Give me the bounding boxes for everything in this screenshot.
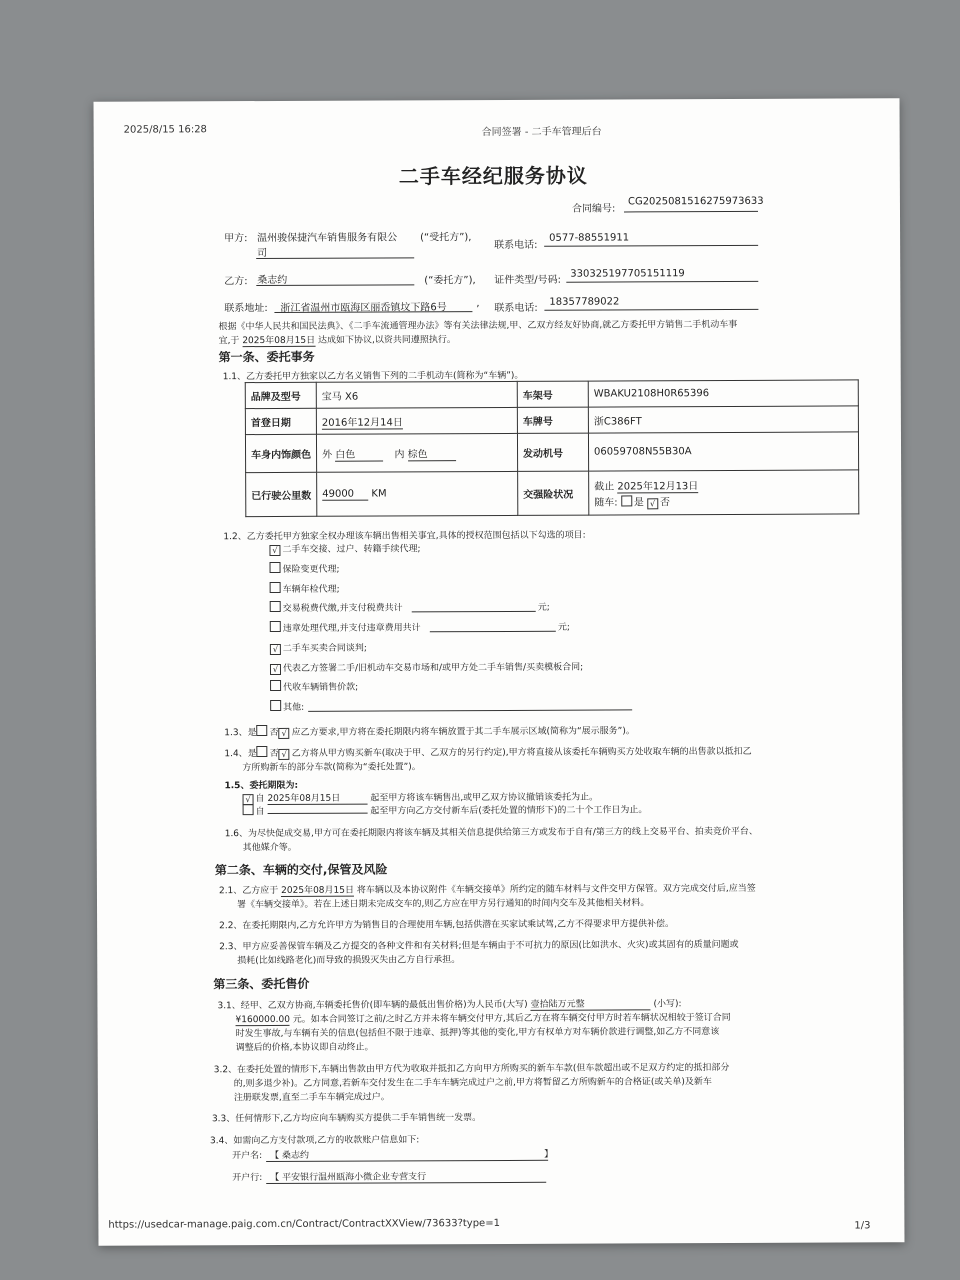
party-b-address: 浙江省温州市瓯海区丽岙镇坟下路6号 (280, 302, 447, 314)
clause-1-2-intro: 1.2、乙方委托甲方独家全权办理该车辆出售相关事宜,具体的授权范围包括以下勾选的项目: (223, 530, 586, 543)
clause-3-2-1: 3.2、在委托处置的情形下,车辆出售款由甲方代为收取并抵扣乙方向甲方所购买的新车车款(但车款超出或不足双方约定的抵扣部分 (213, 1062, 730, 1076)
party-b-role: (“委托方”), (424, 275, 476, 287)
clause-2-1-a: 2.1、乙方应于 (218, 885, 279, 897)
engine-value: 06059708N55B30A (588, 432, 858, 471)
vin-label: 车架号 (517, 381, 588, 407)
auth-item-9: 其他: (283, 702, 305, 713)
clause-2-1-c: 署《车辆交接单》。若在上述日期未完成交车的,则乙方应在甲方另行通知的时间内交车及其他相关材料。 (236, 898, 650, 911)
clause-1-4-no: 否 (269, 748, 279, 760)
party-a-name-2: 司 (257, 248, 268, 260)
checkbox-empty-icon (270, 601, 281, 612)
preamble-line-2a: 宜,于 (218, 336, 240, 347)
clause-3-1-amount-cn: 壹拾陆万元整 (531, 996, 651, 1011)
party-a-role: (“受托方”), (420, 232, 472, 244)
brand-value: 宝马 X6 (316, 381, 517, 408)
reg-date-value: 2016年12月14日 (322, 413, 403, 429)
preamble-date: 2025年08月15日 (242, 333, 315, 347)
party-b-id-label: 证件类型/号码: (494, 274, 562, 287)
mileage-unit: KM (371, 487, 387, 500)
clause-2-3-1: 2.3、甲方应妥善保管车辆及乙方提交的各种文件和有关材料;但是车辆由于不可抗力的原因(比如洪水、火灾)或其固有的质量问题或 (219, 939, 739, 953)
account-holder-bracket: 】 (544, 1149, 554, 1160)
auth-item-1: 二手车交接、过户、转籍手续代理; (282, 544, 421, 555)
contract-no-label: 合同编号: (571, 203, 616, 215)
document-title: 二手车经纪服务协议 (398, 163, 588, 189)
party-b-phone: 18357789022 (549, 296, 620, 308)
party-b-label: 乙方: (224, 276, 248, 288)
clause-1-5-from-2: 自 (255, 807, 265, 818)
clause-1-3-text: 应乙方要求,甲方将在委托期限内将车辆放置于其二手车展示区域(简称为“展示服务”)。 (291, 726, 635, 738)
int-color-value: 棕色 (408, 445, 456, 461)
int-color-label: 内 (394, 448, 405, 460)
print-url: https://usedcar-manage.paig.com.cn/Contract/ContractXXView/73633?type=1 (108, 1218, 500, 1231)
auth-item-5-yuan: 元; (557, 622, 570, 633)
checkbox-empty-icon (270, 621, 281, 632)
auth-item-8: 代收车辆销售价款; (283, 682, 359, 693)
ins-yes-label: 是 (633, 496, 644, 508)
clause-1-4-text-2: 方所购新车的部分车款(简称为“委托处置”)。 (242, 762, 421, 774)
account-holder: 【 桑志约 (270, 1150, 310, 1162)
party-a-phone: 0577-88551911 (549, 232, 630, 244)
clause-1-6-text-2: 其他媒介等。 (242, 842, 297, 854)
bank-name: 【 平安银行温州瓯海小微企业专营支行 (270, 1172, 427, 1184)
clause-1-3-yes: 是 (247, 728, 257, 739)
clause-1-4-num: 1.4、 (224, 749, 248, 760)
checkbox-checked-icon: √ (270, 664, 281, 675)
party-a-name-1: 温州骏保捷汽车销售服务有限公 (257, 232, 398, 245)
engine-label: 发动机号 (517, 433, 588, 471)
party-b-id: 330325197705151119 (570, 268, 685, 280)
section-3-title: 第三条、委托售价 (213, 976, 310, 992)
preamble-line-2b: 达成如下协议,以资共同遵照执行。 (317, 335, 456, 346)
clause-3-1-d: 调整后的价格,本协议即自动终止。 (235, 1042, 374, 1054)
clause-1-5-date: 2025年08月15日 (267, 791, 367, 805)
section-2-title: 第二条、车辆的交付,保管及风险 (214, 862, 388, 878)
clause-3-1-small-label: (小写): (653, 999, 682, 1010)
ins-with-label: 随车: (594, 496, 618, 509)
reg-date-label: 首登日期 (245, 408, 316, 434)
clause-3-2-3: 注册联发票,直至二手车车辆完成过户。 (233, 1092, 390, 1104)
checkbox-checked-icon: √ (279, 728, 290, 739)
plate-value: 浙C386FT (588, 406, 858, 433)
party-b-phone-label: 联系电话: (494, 302, 538, 315)
ins-until-value: 2025年12月13日 (617, 477, 698, 493)
clause-2-1-date: 2025年08月15日 (281, 883, 354, 897)
bank-label: 开户行: (232, 1173, 263, 1184)
clause-3-1-a: 3.1、经甲、乙双方协商,车辆委托售价(即车辆的最低出售价格)为人民币(大写) (217, 999, 528, 1012)
checkbox-empty-icon (270, 680, 281, 691)
print-page-number: 1/3 (854, 1220, 871, 1232)
clause-3-3: 3.3、任何情形下,乙方均应向车辆购买方提供二手车销售统一发票。 (211, 1113, 482, 1125)
plate-label: 车牌号 (517, 407, 588, 433)
auth-item-7: 代表乙方签署二手/旧机动车交易市场和/或甲方处二手车销售/买卖模板合同; (282, 662, 584, 674)
clause-3-1-b: 元。如本合同签订之前/之时乙方并未将车辆交付甲方,其后乙方在将车辆交付甲方时若车辆状况相较于签订合同 (292, 1012, 731, 1025)
brand-label: 品牌及型号 (245, 382, 316, 408)
auth-item-6: 二手车买卖合同谈判; (282, 643, 367, 654)
color-label: 车身内饰颜色 (245, 434, 316, 472)
insurance-label: 交强险状况 (518, 471, 589, 515)
party-b-address-label: 联系地址: (224, 303, 268, 315)
print-window-title: 合同签署 - 二手车管理后台 (481, 126, 602, 139)
clause-1-5-from: 自 (255, 794, 265, 805)
checkbox-empty-icon (257, 746, 268, 757)
clause-3-4: 3.4、如需向乙方支付款项,乙方的收款账户信息如下: (210, 1135, 420, 1147)
ext-color-label: 外 (322, 449, 333, 461)
print-datetime: 2025/8/15 16:28 (123, 124, 207, 136)
clause-1-5-title: 1.5、委托期限为: (224, 780, 299, 792)
mileage-value: 49000 (322, 488, 368, 500)
vin-value: WBAKU2108H0R65396 (588, 380, 858, 407)
clause-3-1-c: 时发生事故,与车辆有关的信息(包括但不限于违章、抵押)等其他的变化,甲方有权单方对车辆价款进行调整,如乙方不同意该 (235, 1027, 720, 1040)
checkbox-empty-icon (243, 804, 254, 815)
vehicle-info-table (245, 379, 860, 517)
clause-1-1: 1.1、乙方委托甲方独家以乙方名义销售下列的二手机动车(简称为“车辆”)。 (222, 370, 524, 383)
mileage-label: 已行驶公里数 (246, 472, 317, 516)
auth-item-4-yuan: 元; (537, 602, 550, 613)
clause-2-1-b: 将车辆以及本协议附件《车辆交接单》所约定的随车材料与文件交甲方保管。双方完成交付后,应当签 (356, 883, 756, 896)
contract-page (94, 98, 905, 1246)
checkbox-checked-icon: √ (243, 794, 254, 805)
clause-3-2-2: 的,则多退少补)。乙方同意,若新车交付发生在二手车车辆完成过户之前,甲方将暂留乙方所购新车的合格证(或关单)及新车 (233, 1077, 712, 1090)
clause-2-2: 2.2、在委托期限内,乙方允许甲方为销售目的合理使用车辆,包括供潜在买家试乘试驾,乙方不得要求甲方提供补偿。 (219, 919, 675, 932)
clause-1-5-text-a: 起至甲方将该车辆售出,或甲乙双方协议撤销该委托为止。 (370, 792, 599, 804)
clause-1-3-no: 否 (269, 727, 279, 739)
checkbox-empty-icon (270, 562, 281, 573)
clause-1-5-text-b: 起至甲方向乙方交付新车后(委托处置的情形下)的二十个工作日为止。 (370, 805, 648, 817)
ins-yes-checkbox-icon (621, 495, 632, 506)
ins-no-label: 否 (659, 496, 671, 508)
party-a-phone-label: 联系电话: (494, 239, 538, 252)
auth-item-4: 交易税费代缴,并支付税费共计 (282, 603, 403, 614)
party-a-label: 甲方: (224, 233, 248, 245)
auth-item-3: 车辆年检代理; (282, 584, 340, 595)
section-1-title: 第一条、委托事务 (218, 349, 315, 365)
ins-no-checkbox-checked-icon: √ (647, 498, 658, 509)
checkbox-checked-icon: √ (279, 749, 290, 760)
clause-2-3-2: 损耗(比如线路老化)而导致的损毁灭失由乙方自行承担。 (237, 955, 461, 967)
address-comma: , (476, 298, 480, 310)
checkbox-empty-icon (257, 725, 268, 736)
checkbox-empty-icon (270, 582, 281, 593)
checkbox-checked-icon: √ (269, 545, 280, 556)
clause-1-3-num: 1.3、 (224, 728, 248, 739)
preamble-line-1: 根据《中华人民共和国民法典》、《二手车流通管理办法》等有关法律法规,甲、乙双方经友好协商,就乙方委托甲方销售二手机动车事 (218, 319, 738, 333)
clause-1-4-yes: 是 (247, 749, 257, 760)
contract-no: CG2025081516275973633 (627, 195, 764, 208)
ext-color-value: 白色 (335, 445, 383, 461)
checkbox-empty-icon (270, 700, 281, 711)
account-holder-label: 开户名: (232, 1151, 263, 1162)
auth-item-2: 保险变更代理; (282, 564, 340, 575)
clause-3-1-amount: ¥160000.00 (235, 1014, 290, 1026)
ins-until-label: 截止 (594, 480, 615, 493)
auth-item-5: 违章处理代理,并支付违章费用共计 (282, 623, 421, 634)
checkbox-checked-icon: √ (270, 644, 281, 655)
clause-1-6-text-1: 1.6、为尽快促成交易,甲方可在委托期限内将该车辆及其相关信息提供给第三方或发布于自有/第三方的线上交易平台、拍卖竞价平台、 (224, 826, 758, 840)
party-b-name: 桑志约 (257, 274, 288, 287)
clause-1-4-text-1: 乙方将从甲方购买新车(取决于甲、乙双方的另行约定),甲方将直接从该委托车辆购买方处收取车辆的出售款以抵扣乙 (291, 746, 752, 759)
